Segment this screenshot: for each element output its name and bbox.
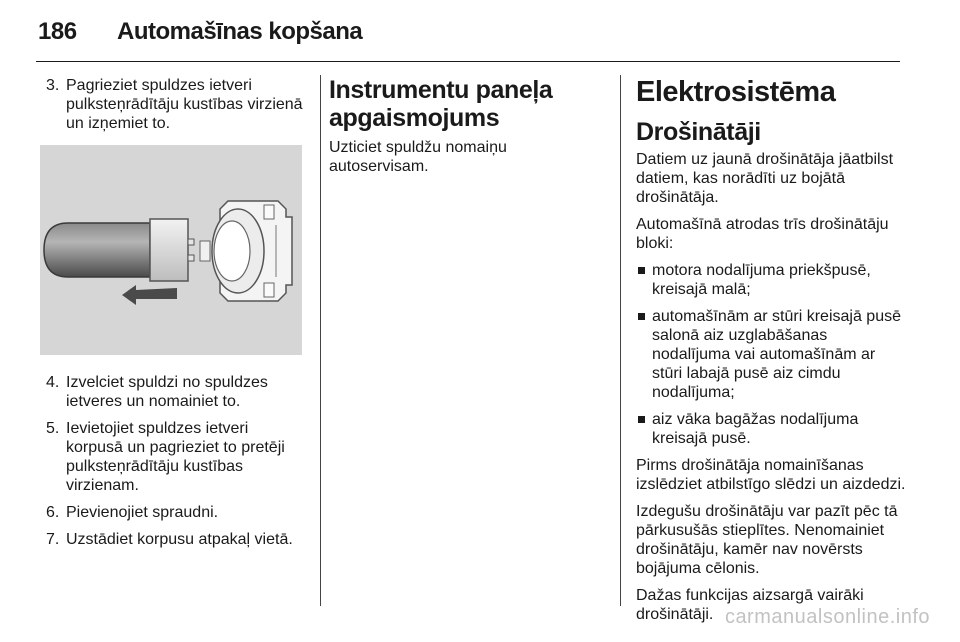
chapter-title: Automašīnas kopšana	[117, 18, 363, 45]
list-item	[636, 410, 906, 448]
column-right	[636, 76, 906, 632]
paragraph: Izdegušu drošinātāju var pazīt pēc tā pārkusušās stieplītes. Nenomainiet drošinātāju, kamēr nav novērsts bojājuma cēlonis.	[636, 503, 898, 577]
step-text: Pievienojiet spraudni.	[66, 504, 219, 521]
subsection-heading: Drošinātāji	[636, 118, 761, 146]
bullet-square-icon	[638, 267, 645, 274]
paragraph: Automašīnā atrodas trīs drošinātāju bloki:	[636, 216, 889, 252]
step-text: Ievietojiet spuldzes ietveri korpusā un pagrieziet to pretēji pulksteņrādītāju kustības virzienam.	[66, 420, 285, 494]
step-number: 3.	[46, 77, 60, 94]
column-middle	[329, 76, 599, 184]
header-rule	[36, 61, 900, 62]
paragraph: Dažas funkcijas aizsargā vairāki drošinātāji.	[636, 587, 864, 623]
column-left	[40, 76, 305, 557]
column-divider-1	[320, 75, 321, 606]
paragraph: Pirms drošinātāja nomainīšanas izslēdziet atbilstīgo slēdzi un aizdedzi.	[636, 457, 906, 493]
list-item-text: aiz vāka bagāžas nodalījuma kreisajā pusē.	[652, 411, 859, 447]
column-divider-2	[620, 75, 621, 606]
paragraph: Datiem uz jaunā drošinātāja jāatbilst datiem, kas norādīti uz bojātā drošinātāja.	[636, 151, 894, 206]
page-number: 186	[38, 18, 77, 45]
bullet-square-icon	[638, 416, 645, 423]
step-text: Uzstādiet korpusu atpakaļ vietā.	[66, 531, 293, 548]
step-number: 6.	[46, 504, 60, 521]
section-paragraph: Uzticiet spuldžu nomaiņu autoservisam.	[329, 139, 507, 175]
list-item-text: automašīnām ar stūri kreisajā pusē salonā aiz uzglabāšanas nodalījuma vai automašīnām ar stūri labajā pusē aiz cimdu nodalījuma;	[652, 308, 901, 401]
step-item	[40, 76, 305, 133]
page-header	[0, 0, 960, 62]
section-heading: Instrumentu paneļa apgaismojums	[329, 76, 553, 132]
bulb-replacement-illustration	[40, 145, 302, 355]
step-number: 5.	[46, 420, 60, 437]
bullet-square-icon	[638, 313, 645, 320]
step-item	[40, 503, 305, 522]
list-item-text: motora nodalījuma priekšpusē, kreisajā malā;	[652, 262, 871, 298]
step-item	[40, 530, 305, 549]
step-item	[40, 419, 305, 495]
steps-list	[40, 373, 305, 549]
watermark: carmanualsonline.info	[724, 606, 930, 628]
bulb-socket-drawing	[40, 145, 302, 355]
step-text: Pagrieziet spuldzes ietveri pulksteņrādītāju kustības virzienā un izņemiet to.	[66, 77, 303, 132]
list-item	[636, 307, 906, 402]
step-text: Izvelciet spuldzi no spuldzes ietveres un nomainiet to.	[66, 374, 268, 410]
step-number: 7.	[46, 531, 60, 548]
section-heading: Elektrosistēma	[636, 76, 836, 108]
step-number: 4.	[46, 374, 60, 391]
step-item	[40, 373, 305, 411]
list-item	[636, 261, 906, 299]
